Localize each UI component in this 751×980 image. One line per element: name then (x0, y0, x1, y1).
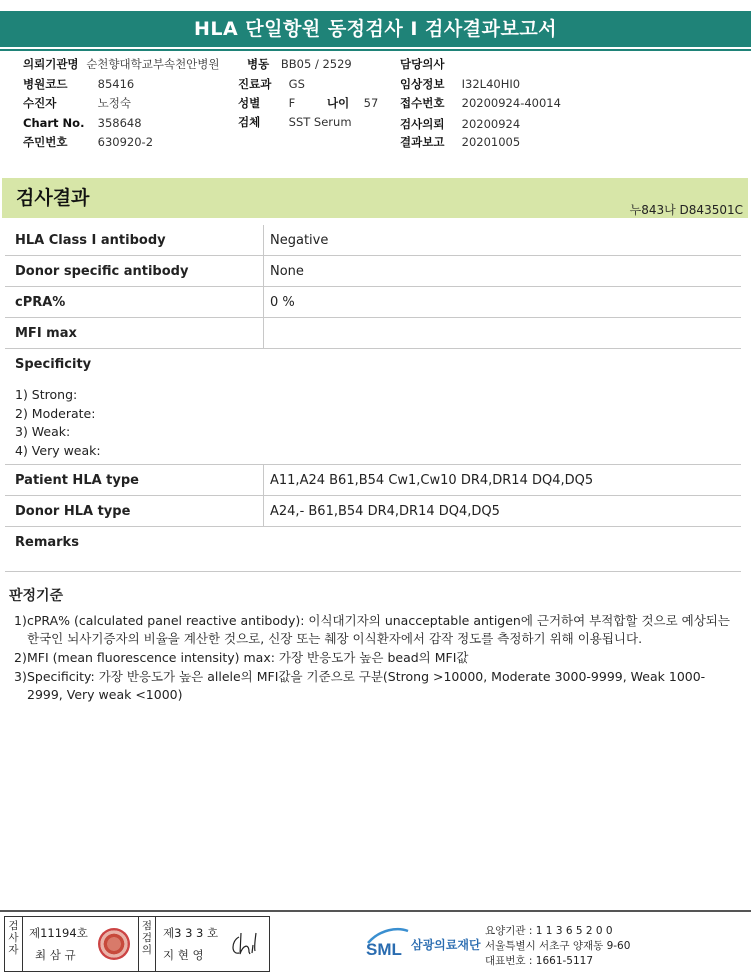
examiner-name: 최 삼 규 (35, 948, 76, 962)
list-item (14, 668, 738, 704)
criteria-title: 판정기준 (9, 588, 64, 604)
column-divider (263, 287, 264, 317)
list-item: 1) Strong: (15, 387, 78, 402)
class1-value: Negative (270, 233, 329, 248)
request-org-value: 순천향대학교부속천안병원 (86, 57, 220, 71)
item-number: 1) (14, 613, 27, 628)
id-value: 630920-2 (97, 135, 154, 149)
ward-label: 병동 (247, 57, 270, 71)
specimen-value: SST Serum (288, 115, 352, 129)
list-item (14, 649, 738, 667)
specificity-row (5, 349, 741, 465)
list-item (14, 612, 738, 648)
item-number: 2) (14, 650, 27, 665)
item-number: 3) (14, 669, 27, 684)
column-divider (263, 256, 264, 286)
column-divider (263, 225, 264, 255)
request-date-label: 검사의뢰 (400, 117, 445, 131)
logo-mark: SML (366, 940, 402, 959)
org-contact (485, 924, 630, 969)
clinical-info-value: I32L40HI0 (461, 77, 521, 91)
chart-label: Chart No. (23, 116, 85, 130)
remarks-row (5, 527, 741, 572)
patient (23, 95, 131, 111)
signature-box (4, 916, 270, 972)
dept-value: GS (288, 77, 305, 91)
table-row (5, 256, 741, 287)
resident-id (23, 134, 153, 150)
list-item: 3) Weak: (15, 424, 71, 439)
ward (247, 56, 352, 72)
doctor-label: 담당의사 (400, 57, 445, 71)
request-org (23, 56, 220, 72)
report-date-value: 20201005 (461, 135, 521, 149)
org-name: 삼광의료재단 (411, 938, 481, 952)
sex-value: F (288, 96, 296, 110)
donor-hla-label: Donor HLA type (15, 504, 131, 519)
test-code: 누843나 D843501C (629, 203, 743, 217)
age-value: 57 (363, 96, 379, 110)
column-divider (263, 465, 264, 495)
request-date (400, 116, 520, 132)
list-item: 2) Moderate: (15, 405, 96, 421)
doctor (400, 56, 444, 72)
dept-label: 진료과 (238, 77, 272, 91)
remarks-label: Remarks (15, 535, 79, 550)
request-date-value: 20200924 (461, 117, 521, 131)
report-date-label: 결과보고 (400, 135, 445, 149)
column-divider (263, 496, 264, 526)
id-label: 주민번호 (23, 135, 68, 149)
footer-divider (0, 910, 751, 912)
patient-hla-value: A11,A24 B61,B54 Cw1,Cw10 DR4,DR14 DQ4,DQ5 (270, 473, 594, 488)
dsa-value: None (270, 264, 304, 279)
cpra-label: cPRA% (15, 295, 66, 310)
table-row (5, 225, 741, 256)
table-row (5, 496, 741, 527)
patient-value: 노정숙 (97, 96, 131, 110)
hospital-code (23, 76, 134, 92)
specimen-label: 검체 (238, 115, 261, 129)
reviewer-license: 제3 3 3 호 (163, 926, 219, 940)
specificity-label: Specificity (15, 357, 92, 372)
clinical-info (400, 76, 520, 92)
item-text: MFI (mean fluorescence intensity) max: 가장 반응도가 높은 bead의 MFI값 (27, 650, 469, 665)
request-org-label: 의뢰기관명 (23, 57, 79, 71)
column-divider (263, 318, 264, 348)
donor-hla-value: A24,- B61,B54 DR4,DR14 DQ4,DQ5 (270, 504, 500, 519)
item-text: cPRA% (calculated panel reactive antibody): 이식대기자의 unacceptable antigen에 근거하여 부적합할 것으로 예상되는 한국인 뇌사기증자의 비율을 계산한 것으로, 신장 또는 췌장 이식환자에서 감작 정도를 측정하기 위해 이용됩니다. (27, 613, 730, 646)
reviewer-vertical-label: 점검의 (138, 917, 156, 971)
patient-label: 수진자 (23, 96, 57, 110)
results-section-title: 검사결과 (16, 187, 90, 209)
table-row (5, 465, 741, 496)
item-text: Specificity: 가장 반응도가 높은 allele의 MFI값을 기준으로 구분(Strong >10000, Moderate 3000-9999, Weak 1000-2999, Very weak <1000) (27, 669, 706, 702)
clinical-info-label: 임상정보 (400, 77, 445, 91)
criteria-list (14, 612, 738, 705)
results-table (5, 225, 741, 572)
sex-label: 성별 (238, 96, 261, 110)
care-code: 요양기관 : 1 1 3 6 5 2 0 0 (485, 925, 613, 937)
age-label: 나이 (327, 96, 350, 110)
dsa-label: Donor specific antibody (15, 264, 189, 279)
mfi-label: MFI max (15, 326, 77, 341)
ward-value: BB05 / 2529 (280, 57, 352, 71)
hospital-code-label: 병원코드 (23, 77, 68, 91)
table-row (5, 318, 741, 349)
department (238, 76, 305, 92)
specimen (238, 114, 352, 130)
examiner-vertical-label: 검사자 (5, 917, 23, 971)
address: 서울특별시 서초구 양재동 9-60 (485, 940, 631, 952)
table-row (5, 287, 741, 318)
phone: 대표번호 : 1661-5117 (485, 955, 594, 967)
specificity-list (15, 386, 101, 460)
hospital-code-value: 85416 (97, 77, 135, 91)
examiner-license: 제11194호 (29, 926, 88, 940)
list-item: 4) Very weak: (15, 442, 101, 458)
results-section-header (2, 178, 748, 218)
signature-icon (227, 927, 261, 961)
receipt-label: 접수번호 (400, 96, 445, 110)
sex (238, 95, 295, 111)
age (327, 95, 378, 111)
report-title: HLA 단일항원 동정검사 I 검사결과보고서 (0, 11, 751, 47)
reviewer-name: 지 현 영 (163, 948, 204, 962)
patient-hla-label: Patient HLA type (15, 473, 139, 488)
title-divider (0, 49, 751, 51)
receipt-value: 20200924-40014 (461, 96, 561, 110)
report-date (400, 134, 520, 150)
chart-value: 358648 (97, 116, 142, 130)
cpra-value: 0 % (270, 295, 295, 310)
red-seal-icon (98, 928, 130, 960)
class1-label: HLA Class I antibody (15, 233, 166, 248)
receipt-number (400, 95, 561, 111)
chart-number (23, 116, 142, 130)
